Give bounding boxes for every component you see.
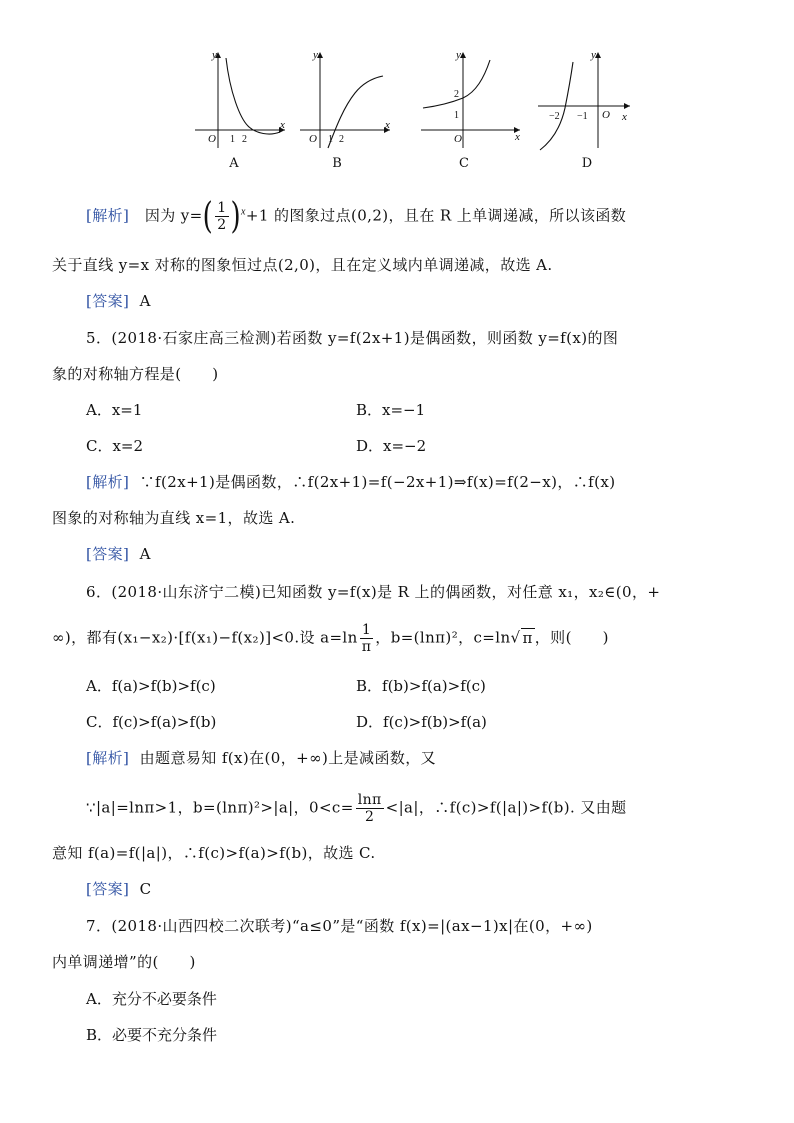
- q6-analysis-line1: [86, 748, 436, 768]
- q6-analysis-line2: [86, 792, 627, 825]
- graph-a-tick-1: 1: [230, 134, 235, 145]
- q6-answer-line: [86, 879, 152, 899]
- graph-c: [418, 48, 528, 178]
- q4-analysis-line1: [解析] 因为 y=( $\frac{1}{2}$ )$^x$+1 的图象过点(0,2)，且在 R 上单调递减，所以该函数: [86, 195, 627, 238]
- q5-answer-tag: [答案]: [86, 545, 130, 563]
- graph-b-tick-2: 2: [339, 134, 344, 145]
- graph-a-y-label: y: [212, 49, 217, 61]
- q6-analysis-text-a: ∵|a|=lnπ>1，b=(lnπ)²>|a|，0<c=: [86, 798, 354, 817]
- answer-choice-graphs: [190, 48, 640, 178]
- q6-option-a[interactable]: A．f(a)>f(b)>f(c): [86, 677, 216, 695]
- q4-analysis-fraction: $\frac{1}{2}$: [217, 200, 227, 233]
- q6-stem-line2: ∞)，都有(x₁−x₂)·[f(x₁)−f(x₂)]<0.设 a=ln $\frac{1}{\pi}$ ，b=(lnπ)²，c=ln√ π ，则( ): [52, 622, 609, 655]
- graph-a-label: A: [229, 156, 239, 171]
- graph-d-tick-neg2: −2: [549, 111, 560, 122]
- graph-a: [190, 48, 300, 178]
- q4-answer-tag: [答案]: [86, 292, 130, 310]
- q5-answer: A: [139, 545, 151, 563]
- q6-stem-fraction: $\frac{1}{\pi}$: [361, 622, 372, 655]
- graph-a-plot: [190, 48, 290, 153]
- q6-stem-text-b: ，b=(lnπ)²，c=ln: [375, 628, 511, 647]
- q7-stem-line2: 内单调递增”的( ): [52, 953, 196, 971]
- q5-option-d[interactable]: D．x=−2: [356, 437, 427, 455]
- q6-option-c[interactable]: C．f(c)>f(a)>f(b): [86, 713, 217, 731]
- q6-answer: C: [139, 880, 152, 898]
- q4-answer: A: [139, 292, 151, 310]
- graph-c-plot: [418, 48, 528, 153]
- q5-answer-line: [86, 544, 151, 564]
- graph-d: [535, 48, 645, 178]
- graph-a-tick-2: 2: [242, 134, 247, 145]
- q6-option-b[interactable]: B．f(b)>f(a)>f(c): [356, 677, 486, 695]
- graph-b-origin: O: [309, 133, 317, 145]
- q6-stem-text-a: ∞)，都有(x₁−x₂)·[f(x₁)−f(x₂)]<0.设 a=ln: [52, 628, 358, 647]
- q7-option-a[interactable]: A．充分不必要条件: [86, 990, 217, 1008]
- q4-analysis-tag: [解析]: [86, 206, 130, 225]
- graph-d-tick-neg1: −1: [577, 111, 588, 122]
- graph-c-origin: O: [454, 133, 462, 145]
- graph-d-label: D: [581, 156, 593, 171]
- q7-option-b[interactable]: B．必要不充分条件: [86, 1026, 218, 1044]
- q5-option-c[interactable]: C．x=2: [86, 437, 144, 455]
- q4-analysis-text-a: 因为 y=: [144, 206, 203, 225]
- graph-b-tick-1: 1: [328, 134, 333, 145]
- q4-analysis-text-b: +1 的图象过点(0,2)，且在 R 上单调递减，所以该函数: [245, 206, 627, 225]
- q6-option-d[interactable]: D．f(c)>f(b)>f(a): [356, 713, 487, 731]
- graph-b-label: B: [332, 156, 342, 171]
- q6-answer-tag: [答案]: [86, 880, 130, 898]
- graph-b-y-label: y: [313, 49, 318, 61]
- q5-stem-line2: 象的对称轴方程是( ): [52, 365, 219, 383]
- q5-analysis-tag: [解析]: [86, 473, 130, 491]
- q6-analysis-fraction: $\frac{\ln\pi}{2}$: [357, 792, 382, 825]
- graph-c-tick-1: 1: [454, 110, 459, 121]
- q5-option-a[interactable]: A．x=1: [86, 401, 143, 419]
- graph-b-x-label: x: [385, 119, 390, 131]
- graph-b: [295, 48, 405, 178]
- graph-a-origin: O: [208, 133, 216, 145]
- graph-d-origin: O: [602, 109, 610, 121]
- q5-analysis-text: ∵f(2x+1)是偶函数，∴f(2x+1)=f(−2x+1)⇒f(x)=f(2−x)，∴f(x): [139, 473, 616, 491]
- q6-stem-sqrt: π: [522, 628, 533, 647]
- q6-stem-text-c: ，则( ): [534, 628, 609, 647]
- q5-analysis-line1: [86, 472, 616, 492]
- graph-c-tick-2: 2: [454, 89, 459, 100]
- q6-analysis-text-b: <|a|，∴f(c)>f(|a|)>f(b). 又由题: [385, 798, 627, 817]
- q4-answer-line: [86, 291, 151, 311]
- q6-analysis-tag: [解析]: [86, 749, 130, 767]
- q4-analysis-exponent: x: [241, 206, 246, 218]
- graph-a-x-label: x: [280, 119, 285, 131]
- graph-c-x-label: x: [515, 131, 520, 143]
- graph-d-y-label: y: [591, 49, 596, 61]
- graph-c-label: C: [459, 156, 469, 171]
- graph-d-x-label: x: [622, 111, 627, 123]
- graph-c-y-label: y: [456, 49, 461, 61]
- graph-b-plot: [295, 48, 395, 153]
- q5-analysis-line2: 图象的对称轴为直线 x=1，故选 A.: [52, 509, 296, 527]
- q6-stem-line1: 6．(2018·山东济宁二模)已知函数 y=f(x)是 R 上的偶函数，对任意 x₁，x₂∈(0，+: [86, 583, 661, 601]
- q6-analysis-text: 由题意易知 f(x)在(0，+∞)上是减函数，又: [139, 749, 437, 767]
- graph-d-plot: [535, 48, 640, 153]
- q5-option-b[interactable]: B．x=−1: [356, 401, 426, 419]
- q6-analysis-line3: 意知 f(a)=f(|a|)，∴f(c)>f(a)>f(b)，故选 C.: [52, 844, 376, 862]
- q5-stem-line1: 5．(2018·石家庄高三检测)若函数 y=f(2x+1)是偶函数，则函数 y=f(x)的图: [86, 329, 619, 347]
- q7-stem-line1: 7．(2018·山西四校二次联考)“a≤0”是“函数 f(x)=|(ax−1)x|在(0，+∞): [86, 917, 593, 935]
- q4-analysis-line2: 关于直线 y=x 对称的图象恒过点(2,0)，且在定义域内单调递减，故选 A.: [52, 256, 553, 274]
